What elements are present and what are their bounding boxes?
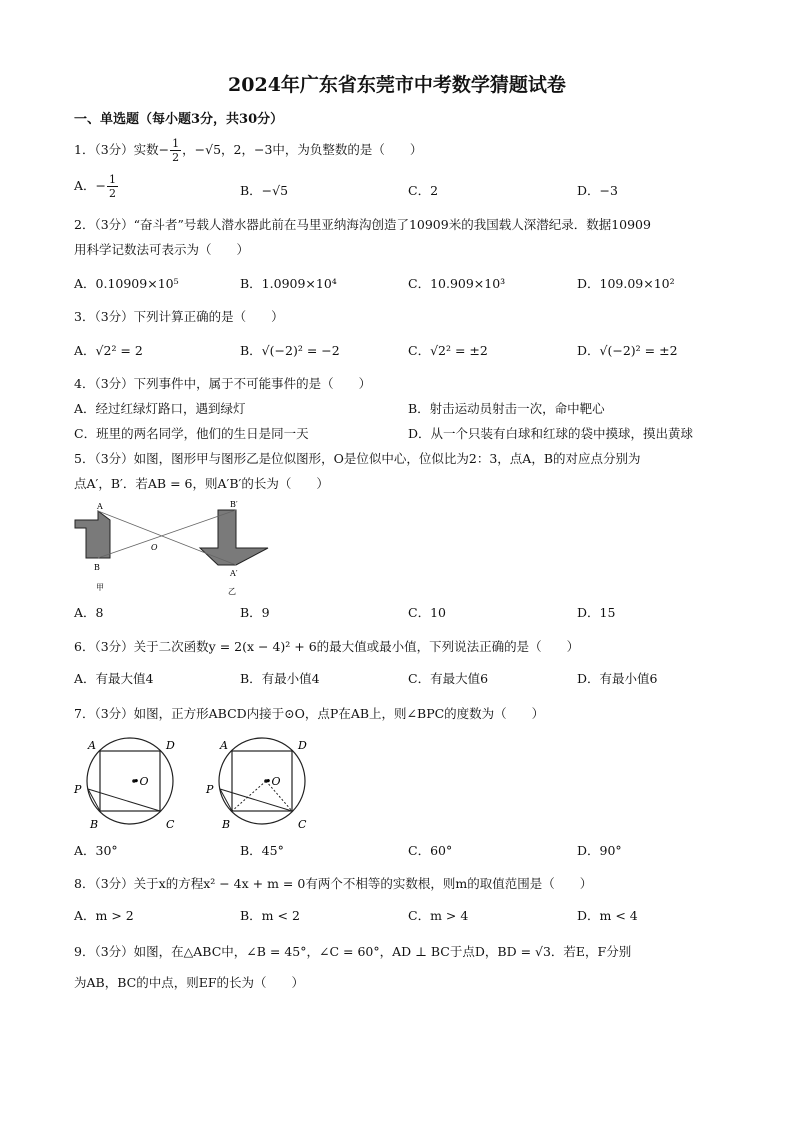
q1-stem-a: 1．（3分）实数− bbox=[74, 142, 170, 157]
question-9-line2: 为AB，BC的中点，则EF的长为（ ） bbox=[74, 975, 304, 990]
q1-option-b[interactable]: B．−√5 bbox=[240, 183, 289, 198]
q5-option-a[interactable]: A．8 bbox=[74, 605, 104, 620]
question-7-stem: 7．（3分）如图，正方形ABCD内接于⊙O，点P在AB上，则∠BPC的度数为（ ） bbox=[74, 706, 545, 721]
q8-option-b[interactable]: B．m < 2 bbox=[240, 908, 300, 923]
q5-label-A-prime: A′ bbox=[230, 569, 238, 578]
q7-option-c[interactable]: C．60° bbox=[408, 843, 453, 858]
q7b-label-C: C bbox=[298, 818, 307, 831]
q1-a-fraction bbox=[107, 173, 118, 200]
q3-option-a[interactable]: A．√2² = 2 bbox=[74, 343, 143, 358]
figure-jia bbox=[75, 511, 110, 558]
question-5-line1: 5．（3分）如图，图形甲与图形乙是位似图形，O是位似中心，位似比为2：3，点A，B的对应点分别为 bbox=[74, 451, 641, 466]
q2-option-b[interactable]: B．1.0909×10⁴ bbox=[240, 276, 337, 291]
q3-option-c[interactable]: C．√2² = ±2 bbox=[408, 343, 488, 358]
q1-option-d[interactable]: D．−3 bbox=[577, 183, 618, 198]
q6-option-d[interactable]: D．有最小值6 bbox=[577, 671, 658, 686]
q5-label-B: B bbox=[94, 563, 100, 572]
q1-option-a[interactable] bbox=[74, 173, 119, 200]
question-4-stem: 4．（3分）下列事件中，属于不可能事件的是（ ） bbox=[74, 376, 372, 391]
q3-option-b[interactable]: B．√(−2)² = −2 bbox=[240, 343, 340, 358]
q7a-label-A: A bbox=[88, 739, 96, 752]
q7b-label-D: D bbox=[298, 739, 307, 752]
q7b-label-O: •O bbox=[265, 775, 281, 788]
question-8-stem: 8．（3分）关于x的方程x² − 4x + m = 0有两个不相等的实数根，则m的取值范围是（ ） bbox=[74, 876, 593, 891]
q6-option-c[interactable]: C．有最大值6 bbox=[408, 671, 489, 686]
q1-stem-b: ，−√5，2，−3中，为负整数的是（ ） bbox=[182, 142, 423, 157]
q1-frac-den: 2 bbox=[172, 151, 180, 164]
question-6-stem: 6．（3分）关于二次函数y = 2(x − 4)² + 6的最大值或最小值，下列说法正确的是（ ） bbox=[74, 639, 580, 654]
q6-option-b[interactable]: B．有最小值4 bbox=[240, 671, 320, 686]
q7a-label-B: B bbox=[90, 818, 99, 831]
q7-figure-left bbox=[70, 732, 190, 836]
q7b-label-A: A bbox=[220, 739, 228, 752]
q5-homothety-figure bbox=[70, 498, 290, 598]
q8-option-a[interactable]: A．m > 2 bbox=[74, 908, 134, 923]
q7a-label-C: C bbox=[166, 818, 175, 831]
q7-option-a[interactable]: A．30° bbox=[74, 843, 118, 858]
q5-option-b[interactable]: B．9 bbox=[240, 605, 270, 620]
q3-option-d[interactable]: D．√(−2)² = ±2 bbox=[577, 343, 678, 358]
q5-label-O: O bbox=[151, 543, 158, 552]
figure-yi bbox=[200, 510, 268, 565]
q5-label-yi: 乙 bbox=[228, 587, 236, 596]
q7-option-b[interactable]: B．45° bbox=[240, 843, 284, 858]
q7b-label-P: P bbox=[206, 783, 214, 796]
q7b-label-B: B bbox=[222, 818, 231, 831]
q1-a-num: 1 bbox=[109, 173, 117, 186]
q2-option-d[interactable]: D．109.09×10² bbox=[577, 276, 675, 291]
question-1-stem bbox=[74, 137, 422, 164]
q4-option-a[interactable]: A．经过红绿灯路口，遇到绿灯 bbox=[74, 401, 246, 416]
q4-option-d[interactable]: D．从一个只装有白球和红球的袋中摸球，摸出黄球 bbox=[408, 426, 694, 441]
question-3-stem: 3．（3分）下列计算正确的是（ ） bbox=[74, 309, 284, 324]
q4-option-c[interactable]: C．班里的两名同学，他们的生日是同一天 bbox=[74, 426, 309, 441]
q5-label-jia: 甲 bbox=[96, 583, 104, 592]
q1-frac-num: 1 bbox=[172, 137, 180, 150]
question-2-line1: 2．（3分）“奋斗者”号载人潜水器此前在马里亚纳海沟创造了10909米的我国载人深潜纪录．数据10909 bbox=[74, 217, 651, 232]
q1-a-label: A．− bbox=[74, 178, 107, 193]
q1-a-den: 2 bbox=[109, 187, 117, 200]
q2-option-c[interactable]: C．10.909×10³ bbox=[408, 276, 506, 291]
q5-label-B-prime: B′ bbox=[230, 500, 238, 509]
q5-option-c[interactable]: C．10 bbox=[408, 605, 446, 620]
q8-option-d[interactable]: D．m < 4 bbox=[577, 908, 638, 923]
q7-figure-right bbox=[202, 732, 322, 836]
question-2-line2: 用科学记数法可表示为（ ） bbox=[74, 242, 250, 257]
q5-option-d[interactable]: D．15 bbox=[577, 605, 616, 620]
section-heading: 一、单选题（每小题3分，共30分） bbox=[74, 112, 284, 127]
q7a-label-D: D bbox=[166, 739, 175, 752]
q4-option-b[interactable]: B．射击运动员射击一次，命中靶心 bbox=[408, 401, 605, 416]
question-5-line2: 点A′，B′．若AB = 6，则A′B′的长为（ ） bbox=[74, 476, 329, 491]
q7-option-d[interactable]: D．90° bbox=[577, 843, 622, 858]
question-9-line1: 9．（3分）如图，在△ABC中，∠B = 45°，∠C = 60°，AD ⊥ BC于点D，BD = √3．若E，F分别 bbox=[74, 944, 632, 959]
q8-option-c[interactable]: C．m > 4 bbox=[408, 908, 469, 923]
q1-option-c[interactable]: C．2 bbox=[408, 183, 439, 198]
q2-option-a[interactable]: A．0.10909×10⁵ bbox=[74, 276, 179, 291]
q1-fraction bbox=[170, 137, 181, 164]
q6-option-a[interactable]: A．有最大值4 bbox=[74, 671, 154, 686]
q7a-label-O: •O bbox=[133, 775, 149, 788]
q5-label-A: A bbox=[97, 502, 103, 511]
page-title: 2024年广东省东莞市中考数学猜题试卷 bbox=[228, 74, 566, 96]
q7a-label-P: P bbox=[74, 783, 82, 796]
